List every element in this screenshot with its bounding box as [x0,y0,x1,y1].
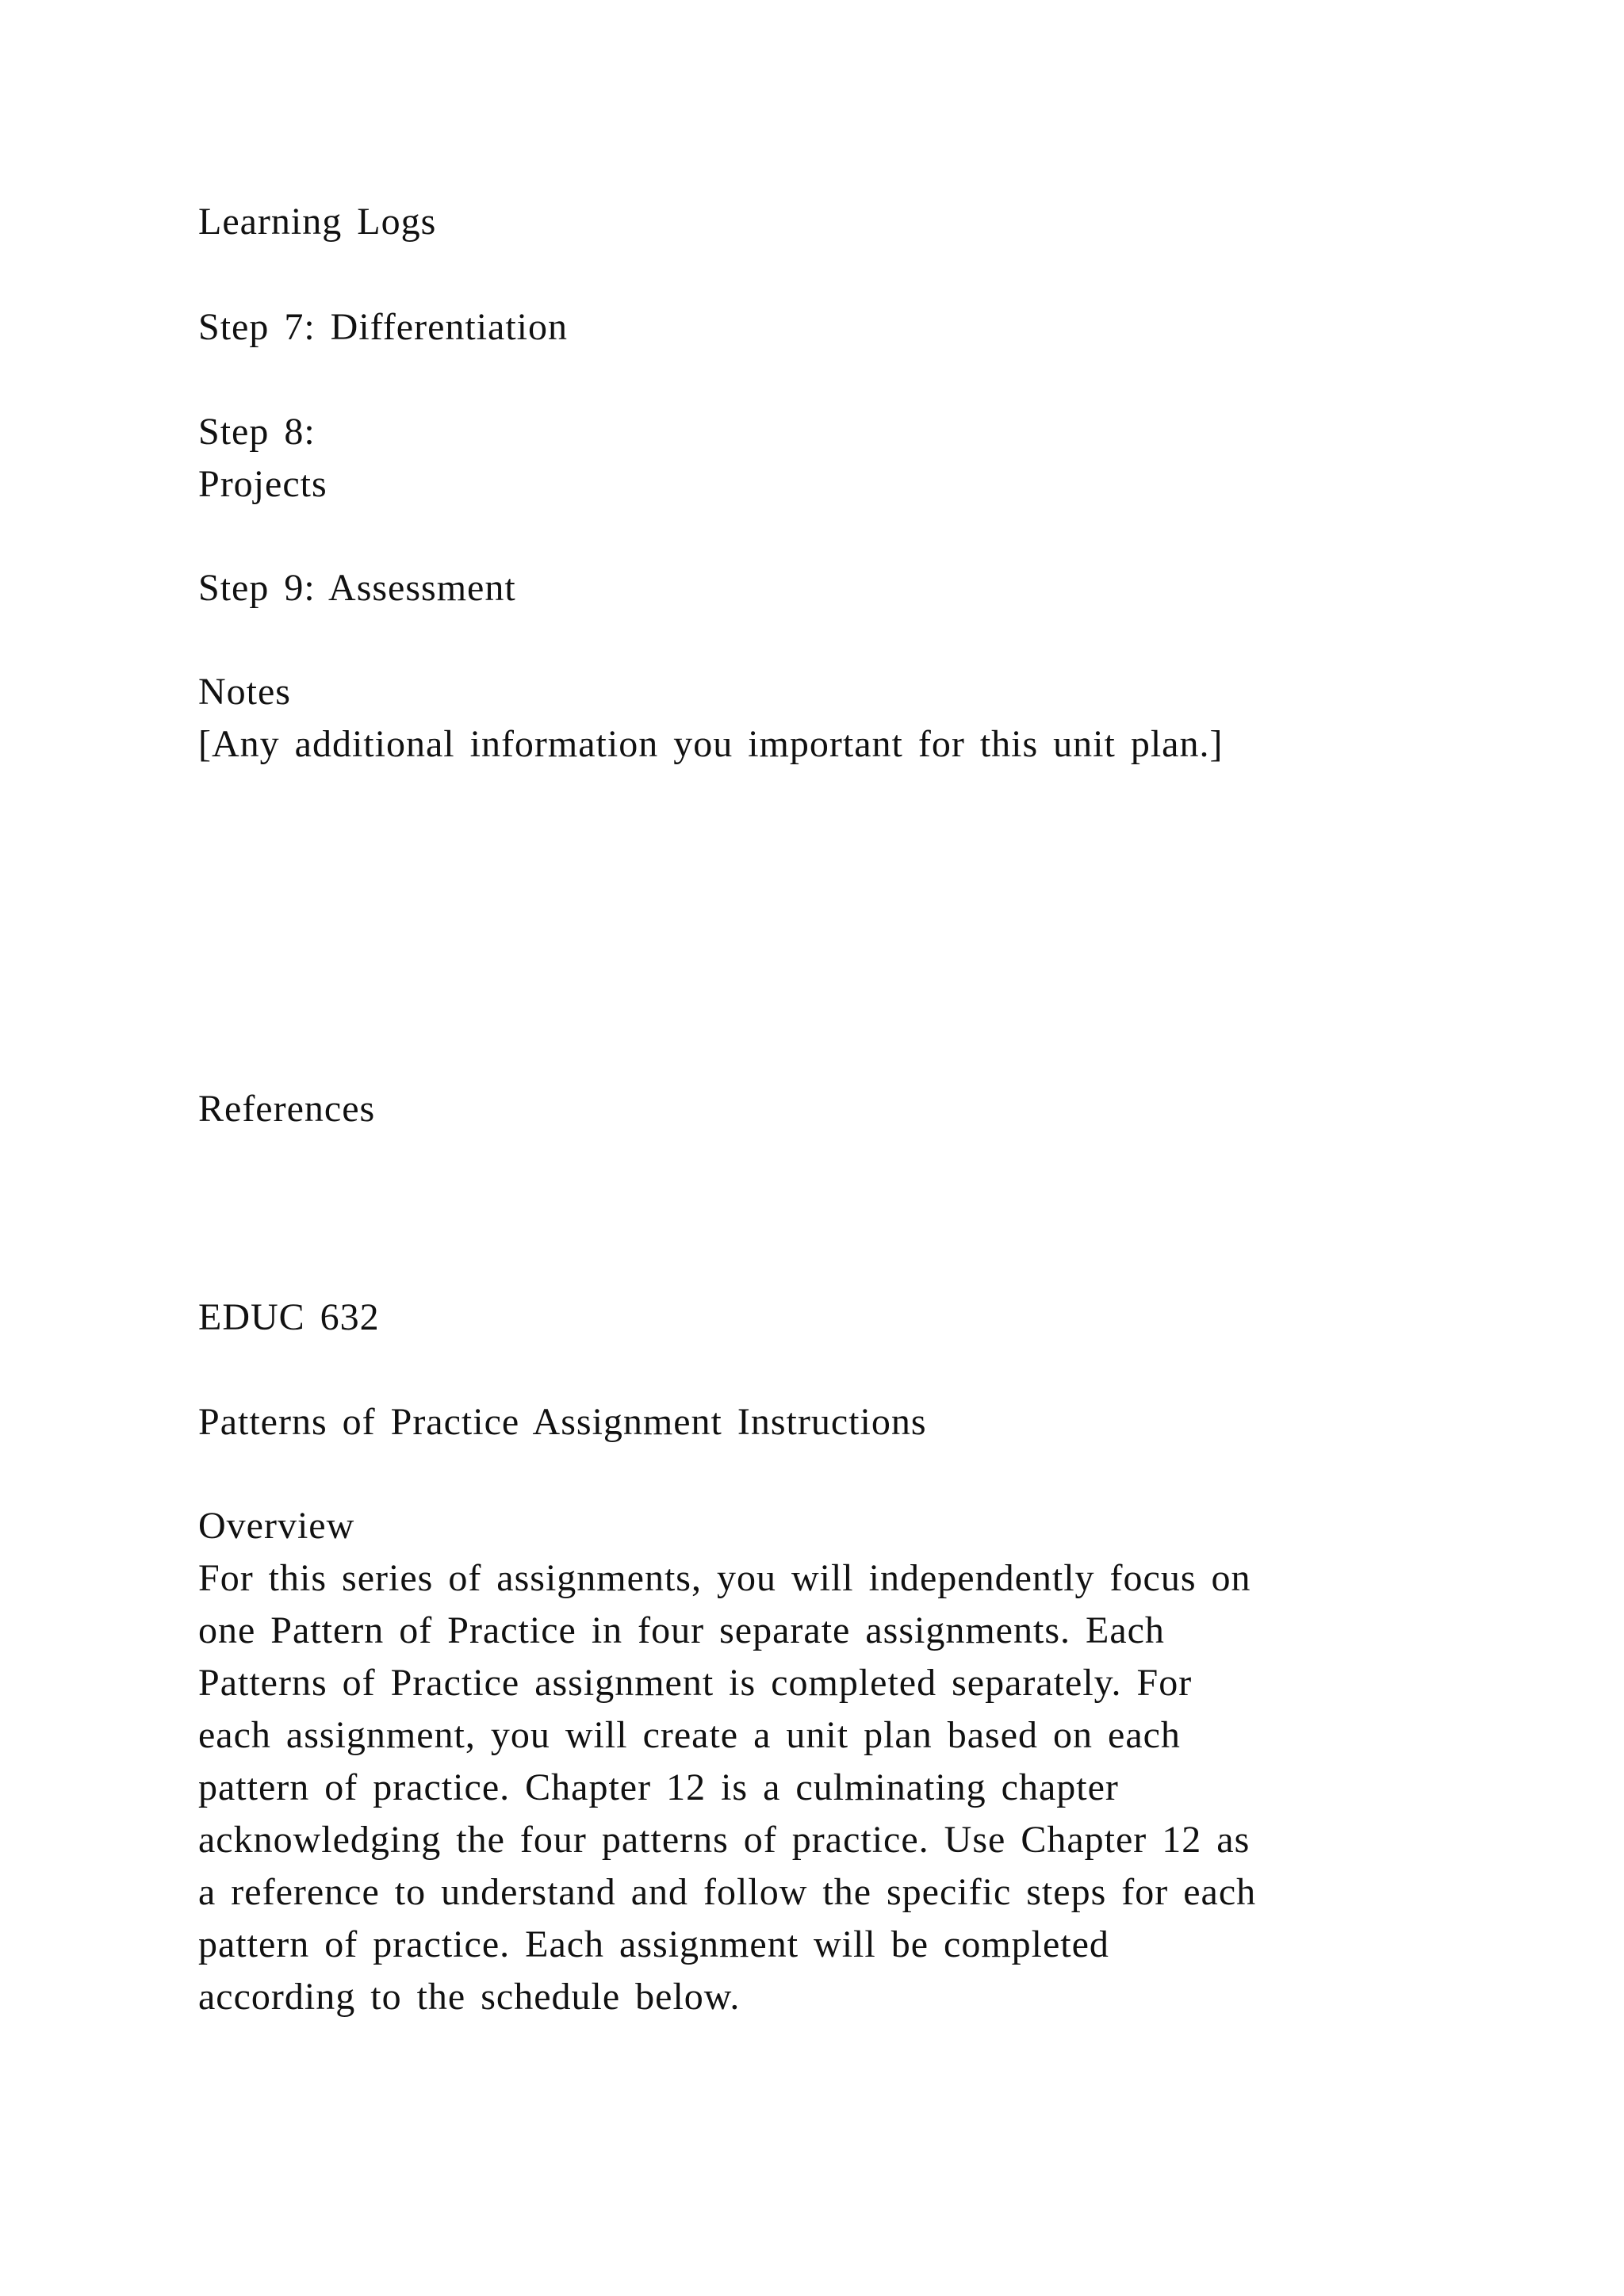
step-8-heading: Step 8: [198,411,316,453]
overview-line: pattern of practice. Chapter 12 is a culminating chapter [198,1766,1119,1808]
overview-line: For this series of assignments, you will independently focus on [198,1557,1251,1599]
step-9-heading: Step 9: Assessment [198,567,516,609]
overview-line: acknowledging the four patterns of practice. Use Chapter 12 as [198,1819,1251,1861]
learning-logs-heading: Learning Logs [198,201,437,243]
overview-line: one Pattern of Practice in four separate assignments. Each [198,1609,1165,1651]
overview-line: according to the schedule below. [198,1976,741,2018]
overview-heading: Overview [198,1505,355,1547]
overview-line: pattern of practice. Each assignment will be completed [198,1923,1109,1965]
notes-heading: Notes [198,671,291,713]
overview-line: each assignment, you will create a unit plan based on each [198,1714,1181,1756]
overview-line: Patterns of Practice assignment is completed separately. For [198,1662,1193,1704]
step-8-subheading: Projects [198,463,327,505]
assignment-title: Patterns of Practice Assignment Instructions [198,1401,927,1443]
overview-line: a reference to understand and follow the specific steps for each [198,1871,1257,1913]
notes-text: [Any additional information you important for this unit plan.] [198,723,1224,765]
step-7-heading: Step 7: Differentiation [198,306,569,348]
course-code: EDUC 632 [198,1296,380,1338]
references-heading: References [198,1088,376,1130]
